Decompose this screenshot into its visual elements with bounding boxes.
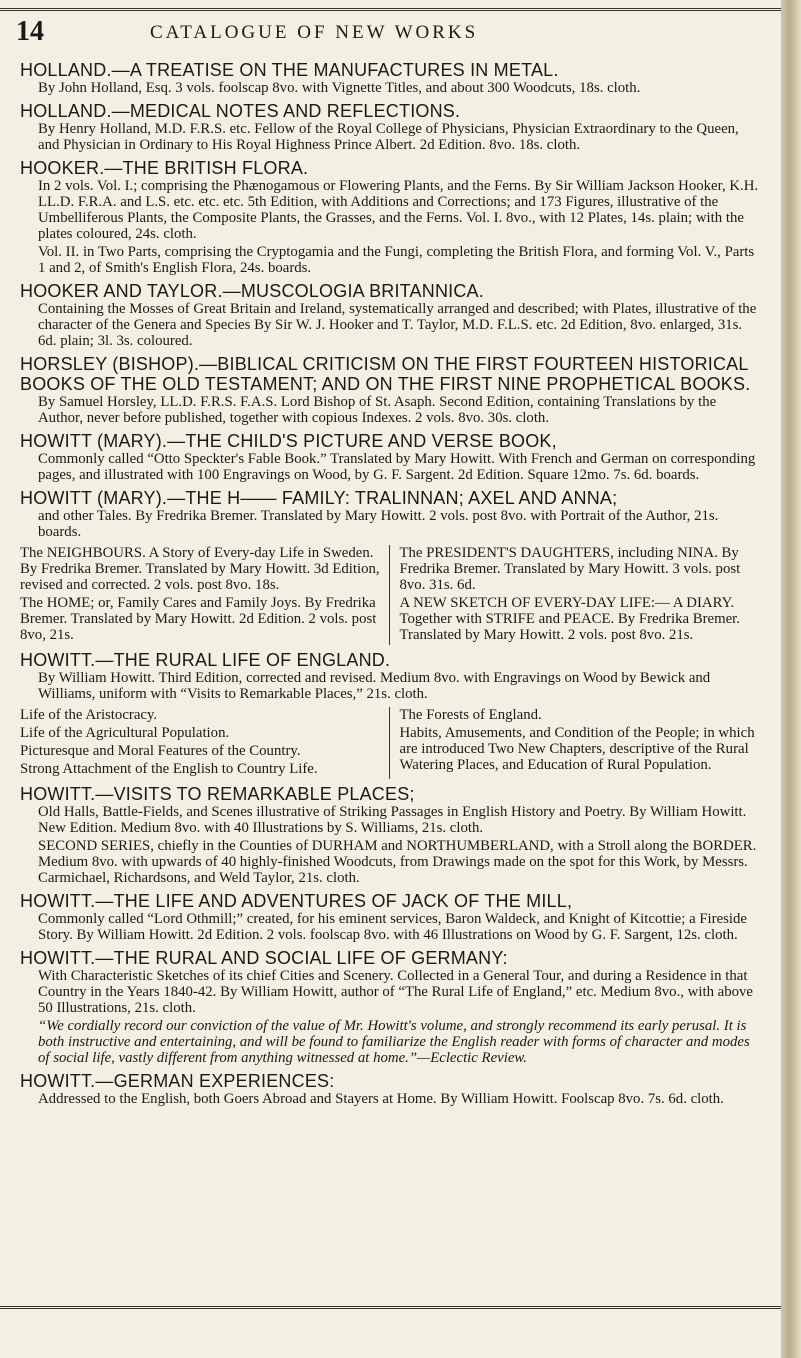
running-title: CATALOGUE OF NEW WORKS xyxy=(150,22,479,43)
rural-chapter: Habits, Amusements, and Condition of the People; in which are introduced Two New Chapters, descriptive of the Rural Watering Places, and Education of Rural Population. xyxy=(399,725,755,773)
entry-title: HOOKER AND TAYLOR.—MUSCOLOGIA BRITANNICA. xyxy=(20,281,484,301)
rural-contents-columns xyxy=(20,707,760,779)
entry-body: Old Halls, Battle-Fields, and Scenes illustrative of Striking Passages in English History and Poetry. By William Howitt. New Edition. Medium 8vo. with 40 Illustrations by S. Williams, 21s. cloth. xyxy=(38,804,747,836)
entry-hooker-taylor xyxy=(20,281,760,349)
entry-body: Commonly called “Lord Othmill;” created, for his eminent services, Baron Waldeck, and Knight of Kitcottie; a Fireside Story. By William Howitt. 2d Edition. 2 vols. foolscap 8vo. with 46 Illustrations on Wood by G. F. Sargent, 12s. cloth. xyxy=(38,911,748,943)
rural-chapter: Life of the Aristocracy. xyxy=(20,707,158,723)
entry-title: HORSLEY (BISHOP).—BIBLICAL CRITICISM ON THE FIRST FOURTEEN HISTORICAL BOOKS OF THE OLD TESTAMENT; AND ON THE FIRST NINE PROPHETICAL BOOKS. xyxy=(20,354,751,394)
entry-jack-of-the-mill xyxy=(20,891,760,943)
bremer-item: The PRESIDENT'S DAUGHTERS, including NINA. By Fredrika Bremer. Translated by Mary Howitt. 3 vols. post 8vo. 31s. 6d. xyxy=(399,545,741,593)
entry-horsley xyxy=(20,354,760,426)
entry-howitt-child xyxy=(20,431,760,483)
entry-title: HOOKER.—THE BRITISH FLORA. xyxy=(20,158,309,178)
catalogue-content xyxy=(20,60,760,1112)
entry-germany xyxy=(20,948,760,1066)
bottom-rule xyxy=(0,1306,781,1309)
entry-body: By Samuel Horsley, LL.D. F.R.S. F.A.S. Lord Bishop of St. Asaph. Second Edition, containing Translations by the Author, never before published, together with copious Indexes. 2 vols. 8vo. 30s. cloth. xyxy=(38,394,717,426)
bremer-item: The HOME; or, Family Cares and Family Joys. By Fredrika Bremer. Translated by Mary Howitt. 2d Edition. 2 vols. post 8vo, 21s. xyxy=(20,595,377,643)
entry-body: In 2 vols. Vol. I.; comprising the Phænogamous or Flowering Plants, and the Ferns. By Sir William Jackson Hooker, K.H. LL.D. F.R.A. and L.S. etc. etc. etc. 5th Edition, with Additions and Corrections; and 173 Figures, illustrative of the Umbelliferous Plants, the Composite Plants, the Grasses, and the Ferns. Vol. I. 8vo., with 12 Plates, 14s. plain; with the plates coloured, 24s. cloth. xyxy=(38,178,759,242)
entry-title: HOWITT.—GERMAN EXPERIENCES: xyxy=(20,1071,335,1091)
entry-title: HOLLAND.—A TREATISE ON THE MANUFACTURES IN METAL. xyxy=(20,60,559,80)
rural-chapter: Picturesque and Moral Features of the Country. xyxy=(20,743,301,759)
rural-chapter: The Forests of England. xyxy=(399,707,542,723)
entry-holland-medical xyxy=(20,101,760,153)
entry-howitt-family xyxy=(20,488,760,540)
entry-hooker-flora xyxy=(20,158,760,276)
review-quote: “We cordially record our conviction of the value of Mr. Howitt's volume, and strongly recommend its early perusal. It is both instructive and entertaining, and will be found to familiarize the English reader with forms of character and modes of social life, vastly different from anything witnessed at home.”—Eclectic Review. xyxy=(38,1018,750,1066)
entry-title: HOWITT.—VISITS TO REMARKABLE PLACES; xyxy=(20,784,415,804)
entry-title: HOWITT (MARY).—THE CHILD'S PICTURE AND VERSE BOOK, xyxy=(20,431,557,451)
entry-rural-life-england xyxy=(20,650,760,702)
entry-body-secondary: SECOND SERIES, chiefly in the Counties of DURHAM and NORTHUMBERLAND, with a Stroll along the BORDER. Medium 8vo. with upwards of 40 highly-finished Woodcuts, from Drawings made on the spot for this Work, by Messrs. Carmichael, Richardsons, and Weld Taylor, 21s. cloth. xyxy=(38,838,757,886)
entry-german-experiences xyxy=(20,1071,760,1107)
entry-body: Addressed to the English, both Goers Abroad and Stayers at Home. By William Howitt. Foolscap 8vo. 7s. 6d. cloth. xyxy=(38,1091,724,1107)
page-header xyxy=(0,16,781,56)
bremer-left-column xyxy=(20,545,390,645)
entry-body: Containing the Mosses of Great Britain and Ireland, systematically arranged and described; with Plates, illustrative of the character of the Genera and Species By Sir W. J. Hooker and T. Taylor, M.D. F.L.S. etc. 2d Edition, 8vo. enlarged, 31s. 6d. plain; 3l. 3s. coloured. xyxy=(38,301,757,349)
entry-title: HOWITT (MARY).—THE H—— FAMILY: TRALINNAN; AXEL AND ANNA; xyxy=(20,488,618,508)
bremer-columns xyxy=(20,545,760,645)
bremer-item: A NEW SKETCH OF EVERY-DAY LIFE:— A DIARY. Together with STRIFE and PEACE. By Fredrika Bremer. Translated by Mary Howitt. 2 vols. post 8vo. 21s. xyxy=(399,595,740,643)
top-rule xyxy=(0,8,781,11)
rural-chapter: Life of the Agricultural Population. xyxy=(20,725,230,741)
entry-body: With Characteristic Sketches of its chief Cities and Scenery. Collected in a General Tour, and during a Residence in that Country in the Years 1840-42. By William Howitt, author of “The Rural Life of England,” etc. Medium 8vo., with above 50 Illustrations, 21s. cloth. xyxy=(38,968,754,1016)
entry-body: Commonly called “Otto Speckter's Fable Book.” Translated by Mary Howitt. With French and German on corresponding pages, and illustrated with 100 Engravings on Wood, by G. F. Sargent. 2d Edition. Square 12mo. 7s. 6d. boards. xyxy=(38,451,756,483)
page-number: 14 xyxy=(16,16,44,47)
entry-body: and other Tales. By Fredrika Bremer. Translated by Mary Howitt. 2 vols. post 8vo. with Portrait of the Author, 21s. boards. xyxy=(38,508,719,540)
entry-holland-metal xyxy=(20,60,760,96)
bremer-right-column xyxy=(390,545,761,645)
entry-body: By John Holland, Esq. 3 vols. foolscap 8vo. with Vignette Titles, and about 300 Woodcuts, 18s. cloth. xyxy=(38,80,641,96)
entry-title: HOWITT.—THE RURAL LIFE OF ENGLAND. xyxy=(20,650,391,670)
entry-body-secondary: Vol. II. in Two Parts, comprising the Cryptogamia and the Fungi, completing the British Flora, and forming Vol. V., Parts 1 and 2, of Smith's English Flora, 24s. boards. xyxy=(38,244,755,276)
rural-chapter: Strong Attachment of the English to Country Life. xyxy=(20,761,318,777)
bremer-item: The NEIGHBOURS. A Story of Every-day Life in Sweden. By Fredrika Bremer. Translated by Mary Howitt. 3d Edition, revised and corrected. 2 vols. post 8vo. 18s. xyxy=(20,545,380,593)
rural-left-column xyxy=(20,707,390,779)
entry-title: HOLLAND.—MEDICAL NOTES AND REFLECTIONS. xyxy=(20,101,461,121)
entry-visits xyxy=(20,784,760,886)
rural-right-column xyxy=(390,707,761,779)
entry-body: By William Howitt. Third Edition, corrected and revised. Medium 8vo. with Engravings on Wood by Bewick and Williams, uniform with “Visits to Remarkable Places,” 21s. cloth. xyxy=(38,670,711,702)
page-edge xyxy=(781,0,801,1358)
entry-body: By Henry Holland, M.D. F.R.S. etc. Fellow of the Royal College of Physicians, Physician Extraordinary to the Queen, and Physician in Ordinary to His Royal Highness Prince Albert. 2d Edition. 8vo. 18s. cloth. xyxy=(38,121,739,153)
entry-title: HOWITT.—THE LIFE AND ADVENTURES OF JACK OF THE MILL, xyxy=(20,891,573,911)
entry-title: HOWITT.—THE RURAL AND SOCIAL LIFE OF GERMANY: xyxy=(20,948,508,968)
